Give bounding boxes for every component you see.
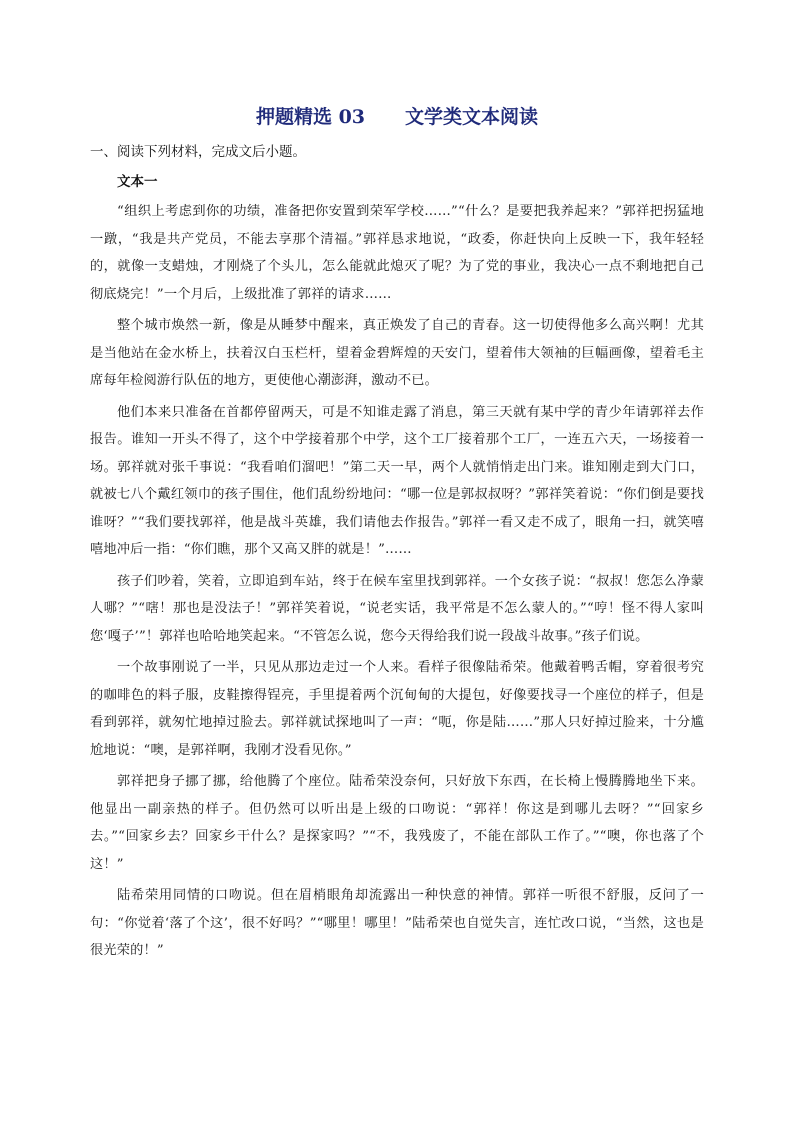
page-title bbox=[90, 102, 704, 132]
paragraph-3: 他们本来只准备在首都停留两天，可是不知谁走露了消息，第三天就有某中学的青少年请郭祥去作报告。谁知一开头不得了，这个中学接着那个中学，这个工厂接着那个工厂，一连五六天，一场接着一场。郭祥就对张千事说：“我看咱们溜吧！”第二天一早，两个人就悄悄走出门来。谁知刚走到大门口，就被七八个戴红领巾的孩子围住，他们乱纷纷地问：“哪一位是郭叔叔呀？”郭祥笑着说：“你们倒是要找谁呀？”“我们要找郭祥，他是战斗英雄，我们请他去作报告。”郭祥一看又走不成了，眼角一扫，就笑嘻嘻地冲后一指：“你们瞧，那个又高又胖的就是！”…… bbox=[90, 404, 704, 557]
paragraph-5: 一个故事刚说了一半，只见从那边走过一个人来。看样子很像陆希荣。他戴着鸭舌帽，穿着很考究的咖啡色的料子服，皮鞋擦得锃亮，手里提着两个沉甸甸的大提包，好像要找寻一个座位的样子，但是看到郭祥，就匆忙地掉过脸去。郭祥就试探地叫了一声：“呃，你是陆……”那人只好掉过脸来，十分尴尬地说：“噢，是郭祥啊，我刚才没看见你。” bbox=[90, 660, 704, 758]
title-part-1: 押题精选 03 bbox=[255, 106, 366, 128]
paragraph-7: 陆希荣用同情的口吻说。但在眉梢眼角却流露出一种快意的神情。郭祥一听很不舒服，反问了一句：“你觉着‘落了个这’，很不好吗？”“哪里！哪里！”陆希荣也自觉失言，连忙改口说，“当然，这也是很光荣的！” bbox=[90, 888, 704, 958]
title-part-2: 文学类文本阅读 bbox=[405, 106, 539, 128]
paragraph-4: 孩子们吵着，笑着，立即追到车站，终于在候车室里找到郭祥。一个女孩子说：“叔叔！您怎么净蒙人哪？”“嗐！那也是没法子！”郭祥笑着说，“说老实话，我平常是不怎么蒙人的。”“哼！怪不得人家叫您‘嘎子’”！郭祥也哈哈地笑起来。“不管怎么说，您今天得给我们说一段战斗故事。”孩子们说。 bbox=[90, 573, 704, 644]
paragraph-6: 郭祥把身子挪了挪，给他腾了个座位。陆希荣没奈何，只好放下东西，在长椅上慢腾腾地坐下来。他显出一副亲热的样子。但仍然可以听出是上级的口吻说：“郭祥！你这是到哪儿去呀？”“回家乡去。”“回家乡去？回家乡干什么？是探家吗？”“不，我残废了，不能在部队工作了。”“噢，你也落了个这！” bbox=[90, 774, 704, 872]
paragraph-1: “组织上考虑到你的功绩，准备把你安置到荣军学校……”“什么？是要把我养起来？”郭祥把拐猛地一蹾，“我是共产党员，不能去享那个清福。”郭祥恳求地说，“政委，你赶快向上反映一下，我年轻轻的，就像一支蜡烛，才刚烧了个头儿，怎么能就此熄灭了呢？为了党的事业，我决心一点不剩地把自己彻底烧完！”一个月后，上级批准了郭祥的请求…… bbox=[90, 204, 704, 302]
question-instruction: 一、阅读下列材料，完成文后小题。 bbox=[90, 144, 306, 160]
section-label: 文本一 bbox=[117, 174, 158, 190]
paragraph-2: 整个城市焕然一新，像是从睡梦中醒来，真正焕发了自己的青春。这一切使得他多么高兴啊！尤其是当他站在金水桥上，扶着汉白玉栏杆，望着金碧辉煌的天安门，望着伟大领袖的巨幅画像，望着毛主席每年检阅游行队伍的地方，更使他心潮澎湃，激动不已。 bbox=[90, 318, 704, 388]
